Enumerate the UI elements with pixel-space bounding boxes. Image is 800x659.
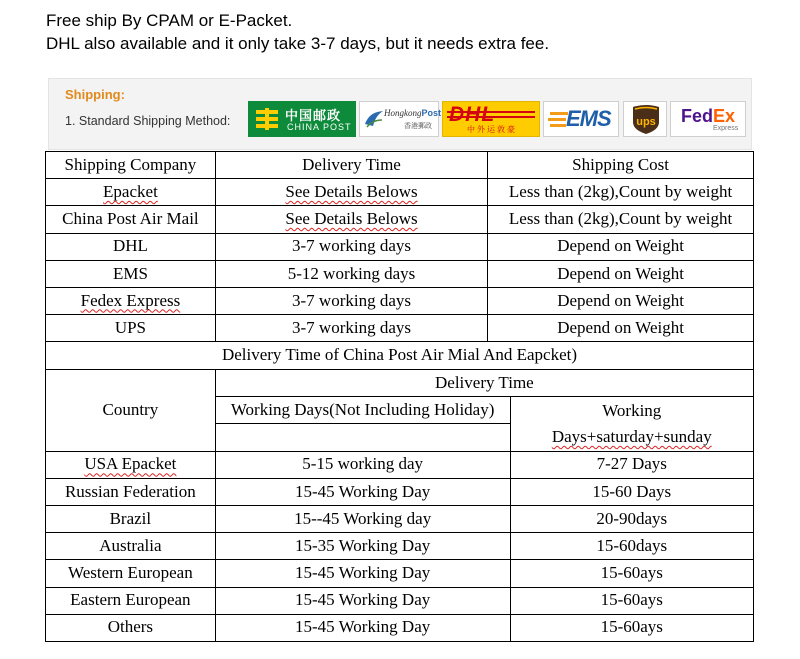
- total-days-cell: 20-90days: [510, 505, 753, 532]
- total-days-cell: 7-27 Days: [510, 451, 753, 478]
- fedex-logo: [670, 101, 746, 137]
- cost-cell: Depend on Weight: [488, 287, 754, 314]
- table-row: [46, 587, 754, 614]
- country-cell: Russian Federation: [46, 478, 216, 505]
- country-cell: Others: [46, 614, 216, 641]
- fedex-express: Express: [713, 125, 739, 132]
- total-days-cell: 15-60 Days: [510, 478, 753, 505]
- company-name: Epacket: [103, 181, 158, 201]
- header-country: Country: [46, 370, 216, 452]
- section-title-row: [46, 342, 754, 369]
- cost-cell: Less than (2kg),Count by weight: [488, 179, 754, 206]
- header-delivery-time: Delivery Time: [215, 152, 487, 179]
- table-row: [46, 206, 754, 233]
- delivery-value: See Details Belows: [285, 209, 418, 229]
- total-days-cell: 15-60ays: [510, 614, 753, 641]
- table-row: [46, 260, 754, 287]
- country-cell: Western European: [46, 560, 216, 587]
- delivery-time-table: [45, 369, 754, 642]
- see-details: [285, 182, 417, 201]
- shipping-company-table: [45, 151, 754, 370]
- table-row: [46, 451, 754, 478]
- china-post-en: CHINA POST: [287, 122, 352, 132]
- china-post-logo: [248, 101, 356, 137]
- ups-wordmark: ups: [636, 116, 656, 128]
- cost-cell: Depend on Weight: [488, 315, 754, 342]
- cost-cell: Depend on Weight: [488, 233, 754, 260]
- delivery-cell: 3-7 working days: [215, 315, 487, 342]
- hongkong-post-icon: [363, 108, 385, 130]
- cost-cell: Less than (2kg),Count by weight: [488, 206, 754, 233]
- fedex-wordmark: [681, 106, 735, 127]
- country-name: USA Epacket: [84, 454, 177, 474]
- days-saturday-sunday: Days+saturday+sunday: [551, 426, 712, 446]
- company-cell: UPS: [46, 315, 216, 342]
- shipping-method-label: 1. Standard Shipping Method:: [65, 114, 231, 128]
- header-shipping-cost: Shipping Cost: [488, 152, 754, 179]
- intro-line-2: DHL also available and it only take 3-7 days, but it needs extra fee.: [46, 34, 550, 53]
- table-header-row: [46, 152, 754, 179]
- dhl-cn: 中外运敦豪: [467, 125, 517, 134]
- company-cell: DHL: [46, 233, 216, 260]
- total-days-cell: 15-60ays: [510, 560, 753, 587]
- country-cell: [46, 451, 216, 478]
- total-days-cell: 15-60ays: [510, 587, 753, 614]
- hongkong-post-en: [384, 108, 441, 118]
- fedex-fed: Fed: [681, 106, 714, 126]
- cost-cell: Depend on Weight: [488, 260, 754, 287]
- table-row: [46, 533, 754, 560]
- table-row: [46, 560, 754, 587]
- delivery-cell: 5-12 working days: [215, 260, 487, 287]
- ems-wordmark: EMS: [566, 106, 611, 131]
- shipping-title: Shipping:: [65, 87, 125, 102]
- working-days-cell: 15-45 Working Day: [215, 478, 510, 505]
- total-days-cell: 15-60days: [510, 533, 753, 560]
- delivery-cell: [215, 179, 487, 206]
- header-working-line-2: [511, 424, 753, 450]
- table-row: [46, 505, 754, 532]
- delivery-cell: 3-7 working days: [215, 287, 487, 314]
- intro-text: [46, 9, 549, 55]
- working-days-cell: 15-45 Working Day: [215, 587, 510, 614]
- table-row: [46, 179, 754, 206]
- dhl-logo: [442, 101, 540, 137]
- china-post-icon: [255, 107, 279, 131]
- post-word: Post: [421, 108, 442, 118]
- company-cell: China Post Air Mail: [46, 206, 216, 233]
- country-cell: Eastern European: [46, 587, 216, 614]
- company-cell: [46, 179, 216, 206]
- dhl-wordmark: DHL: [449, 103, 496, 126]
- working-days-cell: 15--45 Working day: [215, 505, 510, 532]
- header-working-weekend: [510, 397, 753, 451]
- country-cell: Australia: [46, 533, 216, 560]
- ems-logo: [543, 101, 619, 137]
- hongkong-word: Hongkong: [384, 108, 422, 118]
- ups-shield-icon: [631, 104, 661, 135]
- intro-line-1: Free ship By CPAM or E-Packet.: [46, 11, 293, 30]
- header-shipping-company: Shipping Company: [46, 152, 216, 179]
- hongkong-post-logo: [359, 101, 442, 137]
- company-cell: [46, 287, 216, 314]
- table-row: [46, 478, 754, 505]
- header-working-days: Working Days(Not Including Holiday): [215, 397, 510, 424]
- table-row: [46, 287, 754, 314]
- delivery-cell: [215, 206, 487, 233]
- company-cell: EMS: [46, 260, 216, 287]
- ups-logo: [623, 101, 667, 137]
- country-cell: Brazil: [46, 505, 216, 532]
- delivery-value: See Details Belows: [285, 181, 418, 201]
- table-row: [46, 233, 754, 260]
- fedex-ex: Ex: [713, 106, 736, 126]
- shipping-banner: [48, 78, 752, 150]
- working-days-cell: 15-45 Working Day: [215, 614, 510, 641]
- header-delivery-time: Delivery Time: [215, 370, 753, 397]
- working-days-cell: 15-35 Working Day: [215, 533, 510, 560]
- table-row: [46, 315, 754, 342]
- header-empty-cell: [215, 424, 510, 451]
- table-header-row: [46, 370, 754, 397]
- ems-stripes-icon: [548, 111, 568, 129]
- working-days-cell: 5-15 working day: [215, 451, 510, 478]
- delivery-cell: 3-7 working days: [215, 233, 487, 260]
- table-row: [46, 614, 754, 641]
- working-days-cell: 15-45 Working Day: [215, 560, 510, 587]
- company-name: Fedex Express: [80, 290, 181, 310]
- china-post-cn: 中国邮政: [285, 109, 342, 124]
- hongkong-post-cn: 香港郵政: [404, 122, 432, 130]
- header-working-line-1: Working: [602, 400, 662, 420]
- section-title: Delivery Time of China Post Air Mial And Eapcket): [46, 342, 754, 369]
